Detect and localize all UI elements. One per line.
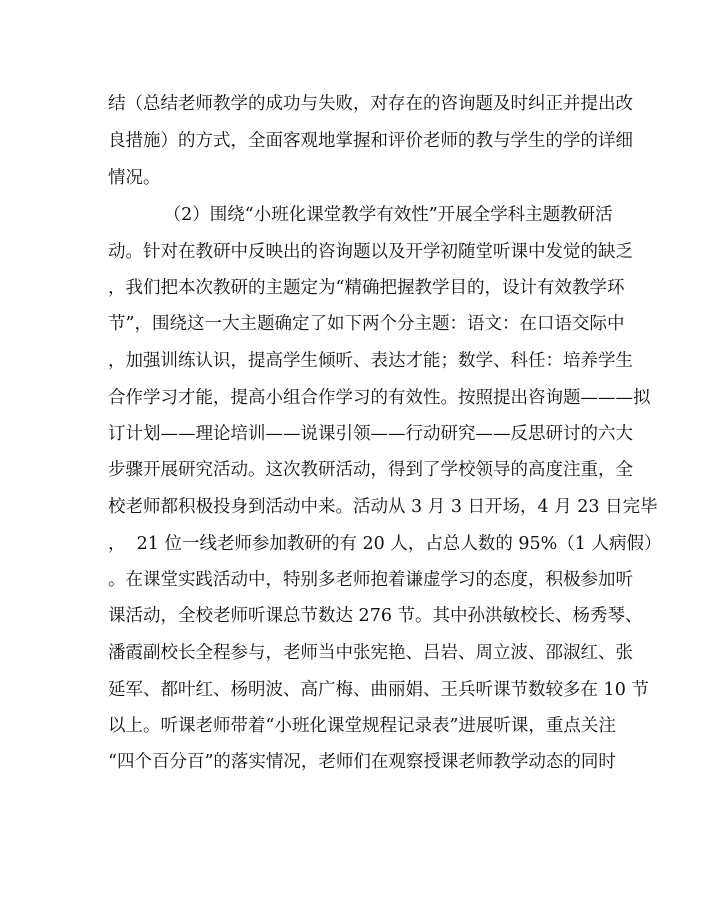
- text-line-17: 延军、都叶红、杨明波、高广梅、曲丽娟、王兵听课节数较多在 10 节: [108, 680, 649, 700]
- text-line-18: 以上。听课老师带着“小班化课堂规程记录表”进展听课，重点关注: [108, 716, 616, 736]
- text-line-6: ，我们把本次教研的主题定为“精确把握教学目的，设计有效教学环: [108, 278, 625, 298]
- text-line-15: 课活动，全校老师听课总节数达 276 节。其中孙洪敏校长、杨秀琴、: [108, 606, 643, 626]
- text-line-12: 校老师都积极投身到活动中来。活动从 3 月 3 日开场，4 月 23 日完毕: [108, 497, 658, 517]
- text-line-11: 步骤开展研究活动。这次教研活动，得到了学校领导的高度注重，全: [108, 460, 633, 480]
- text-line-8: ，加强训练认识，提高学生倾听、表达才能；数学、科任：培养学生: [108, 351, 633, 371]
- text-line-5: 动。针对在教研中反映出的咨询题以及开学初随堂听课中发觉的缺乏: [108, 242, 633, 262]
- text-line-16: 潘霞副校长全程参与，老师当中张宪艳、吕岩、周立波、邵淑红、张: [108, 643, 633, 663]
- text-line-10: 订计划——理论培训——说课引领——行动研究——反思研讨的六大: [108, 424, 633, 444]
- text-line-13: ， 21 位一线老师参加教研的有 20 人，占总人数的 95%（1 人病假）: [108, 534, 662, 554]
- text-line-14: 。在课堂实践活动中，特别多老师抱着谦虚学习的态度，积极参加听: [108, 570, 633, 590]
- text-line-7: 节”，围绕这一大主题确定了如下两个分主题：语文：在口语交际中: [108, 314, 625, 334]
- text-line-3: 情况。: [108, 168, 161, 188]
- text-line-9: 合作学习才能，提高小组合作学习的有效性。按照提出咨询题———拟: [108, 388, 651, 408]
- text-line-19: “四个百分百”的落实情况，老师们在观察授课老师教学动态的同时: [108, 752, 616, 772]
- text-line-1: 结（总结老师教学的成功与失败，对存在的咨询题及时纠正并提出改: [108, 94, 633, 114]
- text-line-2: 良措施）的方式，全面客观地掌握和评价老师的教与学生的学的详细: [108, 131, 633, 151]
- text-line-4: （2）围绕“小班化课堂教学有效性”开展全学科主题教研活: [108, 205, 613, 225]
